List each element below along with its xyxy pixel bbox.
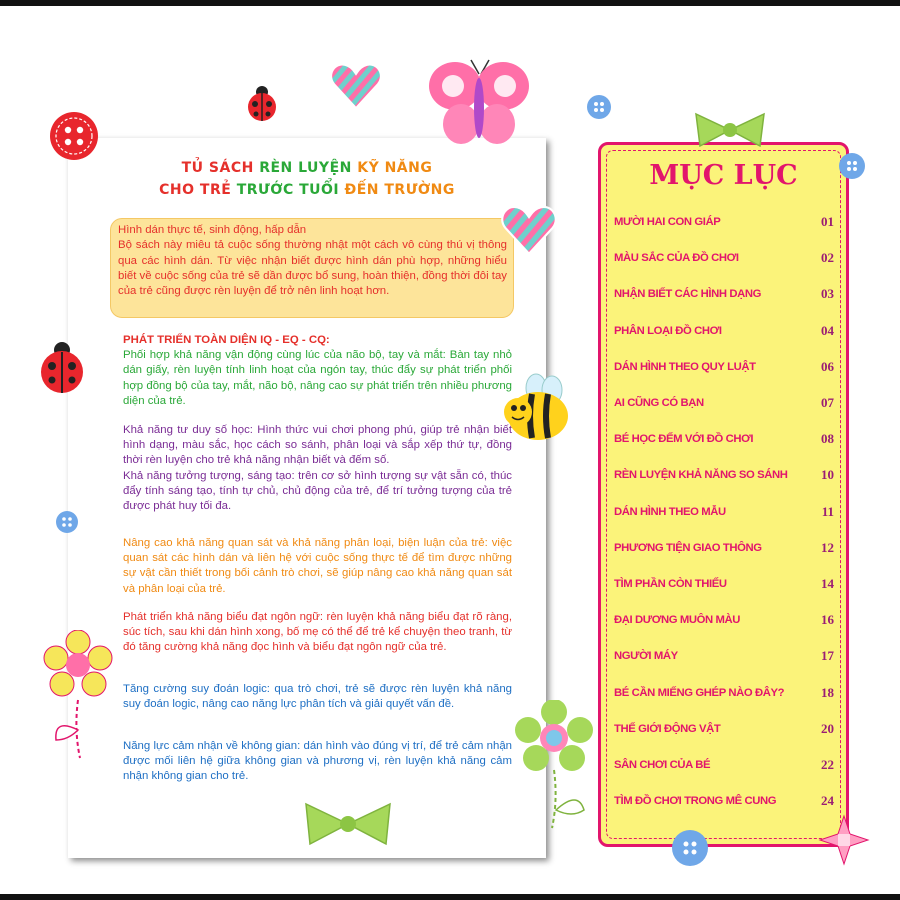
motor-text: Phối hợp khả năng vận động cùng lúc của não bộ, tay và mắt: Bàn tay nhỏ dán giấy, rèn luyện tính linh hoạt của ngón tay, thúc đẩy sự phát triển phối hợp đồng bộ của tay, mắt, não bộ, nâng cao sự phát triển trên nhiều phương diện của trẻ. <box>123 349 512 407</box>
toc-item-page: 07 <box>821 395 834 411</box>
toc-item[interactable] <box>614 711 834 747</box>
toc-item-label: THẾ GIỚI ĐỘNG VẬT <box>614 722 721 735</box>
toc-item-page: 06 <box>821 358 834 374</box>
toc-item-page: 04 <box>821 322 834 338</box>
section-spatial <box>123 739 512 785</box>
language-text: Phát triển khả năng biểu đạt ngôn ngữ: rèn luyện khả năng biểu đạt rõ ràng, súc tích, sau khi dán hình xong, bố mẹ có thể để trẻ kể chuyện theo tranh, từ đó tăng cường khả năng đọc hình và biểu đạt ngôn ngữ của trẻ. <box>123 611 512 654</box>
math-text: Khả năng tư duy số học: Hình thức vui chơi phong phú, giúp trẻ nhận biết hình dạng, màu sắc, học cách so sánh, phân loại và sắp xếp thứ tự, đồng thời rèn luyện cho trẻ khả năng nhận biết và đếm số. <box>123 424 512 467</box>
top-border <box>0 0 900 6</box>
toc-item-label: MÀU SẮC CỦA ĐỒ CHƠI <box>614 252 739 265</box>
button-icon <box>48 110 100 162</box>
section-language <box>123 610 512 656</box>
logic-text: Tăng cường suy đoán logic: qua trò chơi, trẻ sẽ được rèn luyện khả năng suy đoán logic, nâng cao năng lực phân tích và giải quyết vấn đề. <box>123 683 512 711</box>
title-line-1: TỦ SÁCH RÈN LUYỆN KỸ NĂNG <box>181 160 433 176</box>
toc-item[interactable] <box>614 349 834 385</box>
toc-item-page: 22 <box>821 756 834 772</box>
toc-item-label: TÌM ĐỒ CHƠI TRONG MÊ CUNG <box>614 795 777 808</box>
button-icon <box>670 828 710 868</box>
toc-item[interactable] <box>614 204 834 240</box>
toc-item[interactable] <box>614 638 834 674</box>
title-line-2: CHO TRẺ TRƯỚC TUỔI ĐẾN TRƯỜNG <box>159 182 455 198</box>
heart-icon <box>498 202 560 258</box>
button-icon <box>838 152 866 180</box>
toc-item-label: DÁN HÌNH THEO QUY LUẬT <box>614 360 756 373</box>
toc-item[interactable] <box>614 385 834 421</box>
toc-item[interactable] <box>614 674 834 710</box>
toc-item-label: NGƯỜI MÁY <box>614 650 678 663</box>
ladybug-icon <box>244 84 280 124</box>
toc-item-label: RÈN LUYỆN KHẢ NĂNG SO SÁNH <box>614 469 788 482</box>
section-logic <box>123 682 512 712</box>
toc-item-page: 14 <box>821 575 834 591</box>
section-math <box>123 423 512 514</box>
toc-item-label: BÉ CẦN MIẾNG GHÉP NÀO ĐÂY? <box>614 686 785 699</box>
star-icon <box>818 814 870 866</box>
toc-item-page: 12 <box>821 539 834 555</box>
toc-item[interactable] <box>614 240 834 276</box>
imagination-text: Khả năng tưởng tượng, sáng tạo: trên cơ sở hình tượng sự vật sẵn có, thúc đẩy tính sáng tạo, tính tự chủ, chủ động của trẻ, để trí tưởng tượng của trẻ được phát huy tối đa. <box>123 469 512 513</box>
section-observation <box>123 536 512 597</box>
toc-item-label: ĐẠI DƯƠNG MUÔN MÀU <box>614 614 741 627</box>
toc-item[interactable] <box>614 313 834 349</box>
toc-item[interactable] <box>614 566 834 602</box>
flower-icon <box>512 700 598 830</box>
toc-item[interactable] <box>614 457 834 493</box>
section-motor <box>123 333 512 409</box>
toc-item-label: PHƯƠNG TIỆN GIAO THÔNG <box>614 541 762 554</box>
iq-heading: PHÁT TRIỂN TOÀN DIỆN IQ - EQ - CQ: <box>123 334 330 346</box>
toc-list <box>614 204 834 819</box>
ladybug-icon <box>34 340 90 396</box>
toc-item-page: 10 <box>821 467 834 483</box>
toc-item-page: 24 <box>821 793 834 809</box>
toc-item-page: 18 <box>821 684 834 700</box>
heart-icon <box>328 60 384 112</box>
toc-item-label: NHẬN BIẾT CÁC HÌNH DẠNG <box>614 288 762 301</box>
toc-item-label: BÉ HỌC ĐẾM VỚI ĐỒ CHƠI <box>614 433 754 446</box>
toc-item-label: TÌM PHẦN CÒN THIẾU <box>614 577 727 590</box>
bottom-border <box>0 894 900 900</box>
bow-icon <box>690 110 770 150</box>
button-icon <box>55 510 79 534</box>
toc-item-page: 03 <box>821 286 834 302</box>
toc-item[interactable] <box>614 783 834 819</box>
spatial-text: Năng lực cảm nhận về không gian: dán hình vào đúng vị trí, để trẻ cảm nhận được mối liên hệ giữa không gian và phương vị, rèn luyện khả năng cảm nhận không gian cho trẻ. <box>123 740 512 783</box>
toc-item-page: 16 <box>821 612 834 628</box>
flower-icon <box>40 630 116 760</box>
toc-item[interactable] <box>614 276 834 312</box>
observation-text: Nâng cao khả năng quan sát và khả năng phân loại, biện luận của trẻ: việc quan sát các hình dán và liên hệ với cuộc sống thực tế để tìm được những sự vật cần thiết trong bối cảnh trò chơi, sẽ giúp nâng cao khả năng quan sát và phân loại của trẻ. <box>123 537 512 595</box>
butterfly-icon <box>425 58 533 150</box>
toc-item[interactable] <box>614 494 834 530</box>
toc-item[interactable] <box>614 421 834 457</box>
toc-item-page: 17 <box>821 648 834 664</box>
intro-box <box>110 218 514 318</box>
toc-item-page: 02 <box>821 250 834 266</box>
bow-icon <box>300 798 396 850</box>
toc-item-page: 20 <box>821 720 834 736</box>
toc-item-page: 08 <box>821 431 834 447</box>
intro-body: Bộ sách này miêu tả cuộc sống thường nhật một cách vô cùng thú vị thông qua các hình dán. Từ việc nhận biết được hình dán phù hợp, những hiểu biết về cuộc sống của trẻ sẽ dần được bổ sung, hoàn thiện, đồng thời đôi tay của trẻ cũng được rèn luyện để trở nên linh hoạt hơn. <box>118 239 507 298</box>
toc-item-label: SÂN CHƠI CỦA BÉ <box>614 758 711 771</box>
toc-item[interactable] <box>614 747 834 783</box>
button-icon <box>586 94 612 120</box>
toc-item-label: MƯỜI HAI CON GIÁP <box>614 216 721 229</box>
toc-item-label: AI CŨNG CÓ BẠN <box>614 397 704 410</box>
bee-icon <box>498 372 574 444</box>
toc-item-label: DÁN HÌNH THEO MẪU <box>614 505 726 518</box>
toc-item[interactable] <box>614 602 834 638</box>
toc-title: MỤC LỤC <box>649 160 798 191</box>
toc-item-page: 01 <box>821 214 834 230</box>
book-series-title <box>68 157 546 201</box>
toc-item[interactable] <box>614 530 834 566</box>
toc-item-page: 11 <box>821 503 834 519</box>
intro-heading: Hình dán thực tế, sinh động, hấp dẫn <box>118 224 307 236</box>
toc-item-label: PHÂN LOẠI ĐỒ CHƠI <box>614 324 722 337</box>
